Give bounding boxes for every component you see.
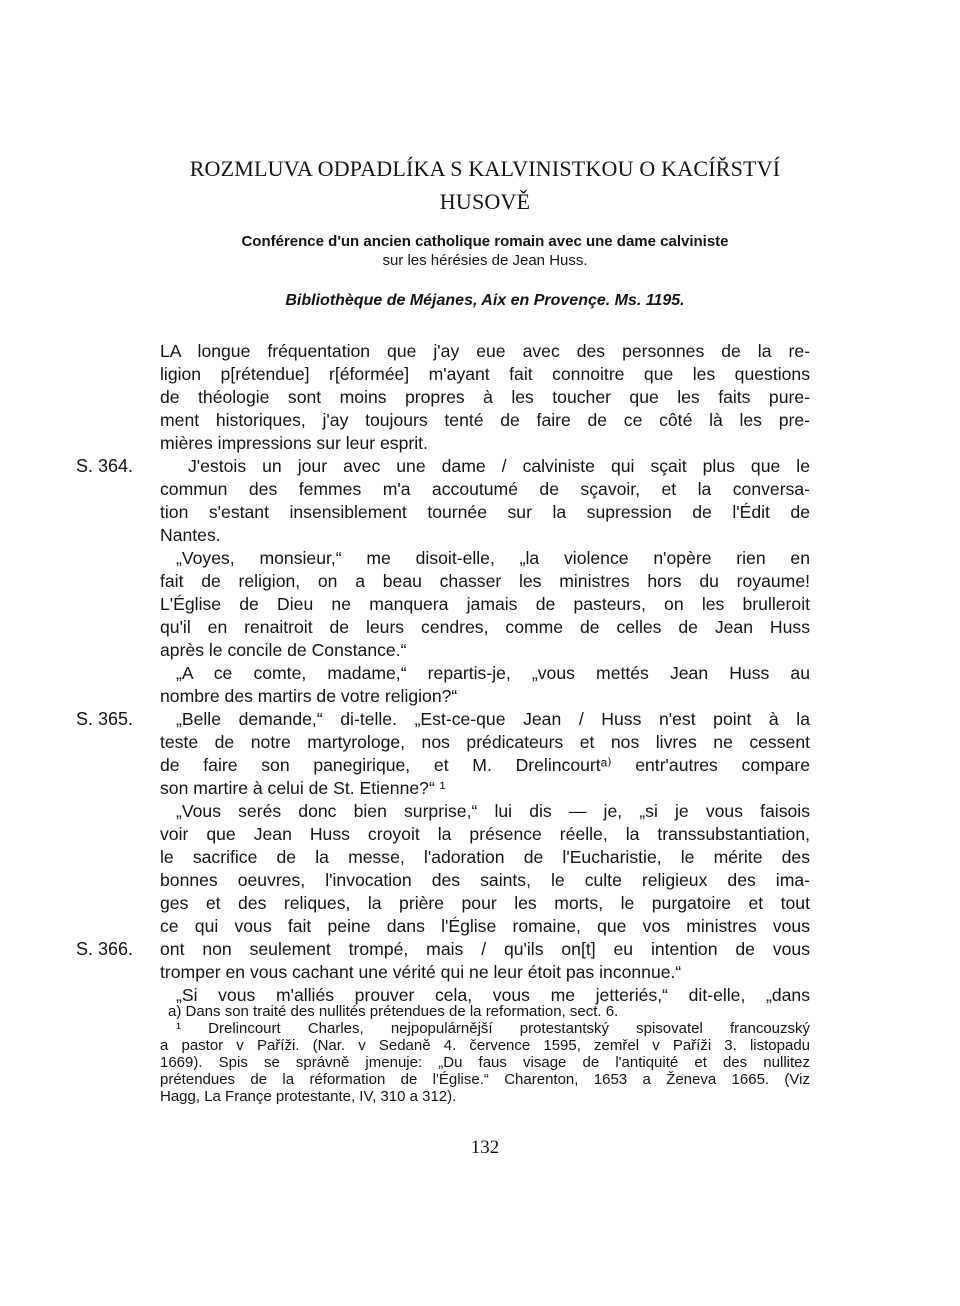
body-line: tion s'estant insensiblement tournée sur la supression de l'Édit de bbox=[160, 502, 810, 522]
body-line: voir que Jean Huss croyoit la présence réelle, la transsubstantiation, bbox=[160, 824, 810, 844]
subtitle-line-1: Conférence d'un ancien catholique romain avec une dame calviniste bbox=[241, 233, 729, 250]
footnotes bbox=[160, 1003, 810, 1105]
body-line: ligion p[rétendue] r[éformée] m'ayant fait connoitre que les questions bbox=[160, 364, 810, 384]
body-line: mières impressions sur leur esprit. bbox=[160, 433, 428, 453]
body-text bbox=[160, 340, 810, 1007]
body-line: de faire son panegirique, et M. Drelincourtᵃ⁾ entr'autres compare bbox=[160, 755, 810, 775]
body-line: ce qui vous fait peine dans l'Église romaine, que vos ministres vous bbox=[160, 916, 810, 936]
body-line: „A ce comte, madame,“ repartis-je, „vous mettés Jean Huss au bbox=[176, 663, 810, 683]
source-citation: Bibliothèque de Méjanes, Aix en Provençe. Ms. 1195. bbox=[285, 292, 685, 309]
body-line: J'estois un jour avec une dame / calviniste qui sçait plus que le bbox=[188, 456, 810, 476]
footnote-line: prétendues de la réformation de l'Église.“ Charenton, 1653 a Ženeva 1665. (Viz bbox=[160, 1071, 810, 1088]
footnote-1: ¹ Drelincourt Charles, nejpopulárnější protestantský spisovatel francouzský bbox=[176, 1020, 810, 1037]
body-line: LA longue fréquentation que j'ay eue avec des personnes de la re- bbox=[160, 341, 810, 361]
body-line: „Vous serés donc bien surprise,“ lui dis — je, „si je vous faisois bbox=[176, 801, 810, 821]
body-line: bonnes oeuvres, l'invocation des saints, le culte religieux des ima- bbox=[160, 870, 810, 890]
title-line-1: ROZMLUVA ODPADLÍKA S KALVINISTKOU O KACÍŘSTVÍ bbox=[189, 156, 781, 181]
body-line: fait de religion, on a beau chasser les ministres hors du royaume! bbox=[160, 571, 810, 591]
footnote-line: a pastor v Paříži. (Nar. v Sedaně 4. července 1595, zemřel v Paříži 3. listopadu bbox=[160, 1037, 810, 1054]
body-line: „Si vous m'alliés prouver cela, vous me jetteriés,“ dit-elle, „dans bbox=[176, 985, 810, 1005]
body-line: ges et des reliques, la prière pour les morts, le purgatoire et tout bbox=[160, 893, 810, 913]
body-line: après le concile de Constance.“ bbox=[160, 640, 407, 660]
footnote-a: a) Dans son traité des nullités prétendues de la reformation, sect. 6. bbox=[168, 1003, 619, 1020]
body-line: ment historiques, j'ay toujours tenté de faire de ce côté là les pre- bbox=[160, 410, 810, 430]
body-line: tromper en vous cachant une vérité qui ne leur étoit pas inconnue.“ bbox=[160, 962, 682, 982]
body-line: qu'il en renaitroit de leurs cendres, comme de celles de Jean Huss bbox=[160, 617, 810, 637]
document-title bbox=[160, 152, 810, 218]
body-line: L'Église de Dieu ne manquera jamais de pasteurs, on les brulleroit bbox=[160, 594, 810, 614]
body-line: Nantes. bbox=[160, 525, 221, 545]
body-line: son martire à celui de St. Etienne?“ ¹ bbox=[160, 778, 446, 798]
margin-label-s364: S. 364. bbox=[76, 456, 134, 476]
body-line: ont non seulement trompé, mais / qu'ils on[t] eu intention de vous bbox=[160, 939, 810, 959]
body-line: commun des femmes m'a accoutumé de sçavoir, et la conversa- bbox=[160, 479, 810, 499]
margin-label-s366: S. 366. bbox=[76, 939, 134, 959]
margin-label-s365: S. 365. bbox=[76, 709, 134, 729]
title-line-2: HUSOVĚ bbox=[439, 189, 531, 214]
body-line: teste de notre martyrologe, nos prédicateurs et nos livres ne cessent bbox=[160, 732, 810, 752]
body-line: nombre des martirs de votre religion?“ bbox=[160, 686, 458, 706]
page-number: 132 bbox=[470, 1137, 500, 1158]
body-line: de théologie sont moins propres à les toucher que les faits pure- bbox=[160, 387, 810, 407]
footnote-line: Hagg, La Françe protestante, IV, 310 a 312). bbox=[160, 1088, 457, 1105]
footnote-line: 1669). Spis se správně jmenuje: „Du faus visage de l'antiquité et des nullitez bbox=[160, 1054, 810, 1071]
subtitle-line-2: sur les hérésies de Jean Huss. bbox=[382, 252, 588, 269]
body-line: „Belle demande,“ di-telle. „Est-ce-que Jean / Huss n'est point à la bbox=[176, 709, 810, 729]
body-line: le sacrifice de la messe, l'adoration de l'Eucharistie, le mérite des bbox=[160, 847, 810, 867]
document-subtitle bbox=[160, 232, 810, 270]
body-line: „Voyes, monsieur,“ me disoit-elle, „la violence n'opère rien en bbox=[176, 548, 810, 568]
